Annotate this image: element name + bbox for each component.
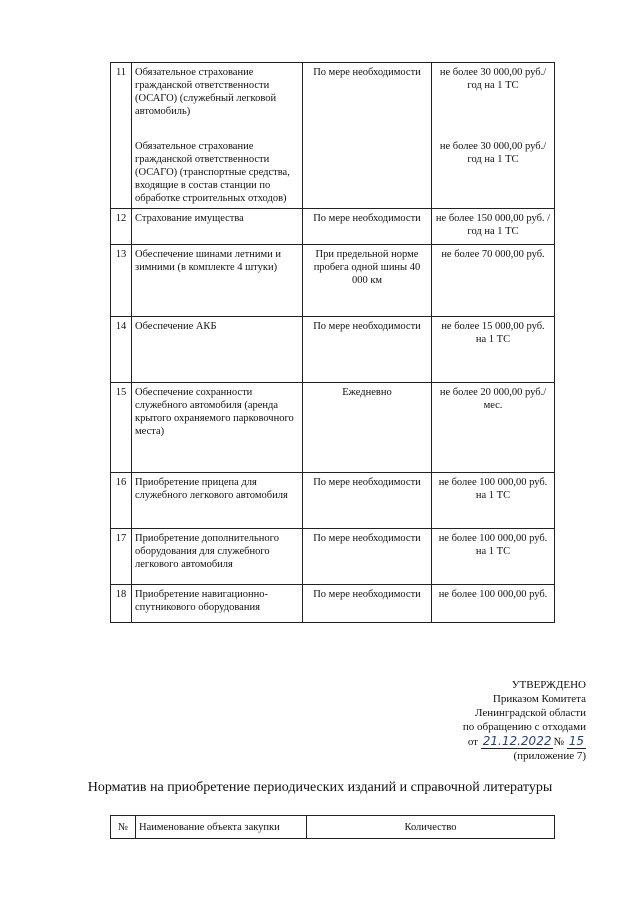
row-number: 15 [111, 383, 132, 473]
handwritten-number: 15 [568, 734, 584, 748]
table-row [111, 63, 555, 209]
approval-line-2: Ленинградской области [475, 707, 586, 719]
row-name: Приобретение дополнительного оборудования для служебного легкового автомобиля [132, 529, 303, 585]
row-limit: не более 70 000,00 руб. [432, 245, 555, 317]
row-number: 18 [111, 585, 132, 623]
row-name: Страхование имущества [132, 209, 303, 245]
norms-table [110, 62, 555, 623]
row-limit: не более 20 000,00 руб./мес. [432, 383, 555, 473]
row-frequency: При предельной норме пробега одной шины 40 000 км [303, 245, 432, 317]
row-limit [432, 63, 555, 209]
col-name-header: Наименование объекта закупки [136, 816, 307, 839]
table-row [111, 473, 555, 529]
approval-date-line [366, 734, 586, 749]
row-limit: не более 100 000,00 руб. на 1 ТС [432, 473, 555, 529]
literature-table [110, 815, 555, 839]
row-name-text-2: Обязательное страхование гражданской ответственности (ОСАГО) (транспортные средства, входящие в состав станции по обработке строительных отходов) [135, 141, 290, 204]
row-frequency: По мере необходимости [303, 529, 432, 585]
approval-stamp [366, 678, 586, 763]
row-name [132, 63, 303, 209]
row-limit: не более 100 000,00 руб. [432, 585, 555, 623]
number-sign: № [553, 736, 564, 748]
handwritten-date: 21.12.2022 [482, 734, 552, 748]
row-number: 12 [111, 209, 132, 245]
approval-line-1: Приказом Комитета [492, 693, 586, 705]
approval-title: УТВЕРЖДЕНО [511, 679, 586, 691]
row-frequency: Ежедневно [303, 383, 432, 473]
table-header-row [111, 816, 555, 839]
section-title: Норматив на приобретение периодических изданий и справочной литературы [87, 780, 553, 795]
date-prefix: от [467, 736, 478, 748]
row-limit: не более 15 000,00 руб. на 1 ТС [432, 317, 555, 383]
row-limit: не более 150 000,00 руб. /год на 1 ТС [432, 209, 555, 245]
row-number: 14 [111, 317, 132, 383]
row-frequency: По мере необходимости [303, 63, 432, 209]
col-number-header: № [111, 816, 136, 839]
row-limit: не более 100 000,00 руб. на 1 ТС [432, 529, 555, 585]
row-frequency: По мере необходимости [303, 209, 432, 245]
row-name: Обеспечение АКБ [132, 317, 303, 383]
col-quantity-header: Количество [307, 816, 555, 839]
row-name-text: Обязательное страхование гражданской ответственности (ОСАГО) (служебный легковой автомобиль) [135, 67, 277, 117]
approval-line-3: по обращению с отходами [462, 721, 586, 733]
row-number: 17 [111, 529, 132, 585]
row-number: 13 [111, 245, 132, 317]
row-limit-text: не более 30 000,00 руб./год на 1 ТС [439, 67, 547, 91]
table-row [111, 383, 555, 473]
row-frequency: По мере необходимости [303, 585, 432, 623]
table-row [111, 317, 555, 383]
appendix-label: (приложение 7) [513, 750, 586, 762]
row-name: Приобретение навигационно-спутникового оборудования [132, 585, 303, 623]
table-row [111, 209, 555, 245]
row-number: 16 [111, 473, 132, 529]
row-frequency: По мере необходимости [303, 317, 432, 383]
table-row [111, 529, 555, 585]
row-name: Обеспечение сохранности служебного автомобиля (аренда крытого охраняемого парковочного места) [132, 383, 303, 473]
table-row [111, 245, 555, 317]
table-row [111, 585, 555, 623]
row-name: Обеспечение шинами летними и зимними (в комплекте 4 штуки) [132, 245, 303, 317]
row-number: 11 [111, 63, 132, 209]
row-frequency: По мере необходимости [303, 473, 432, 529]
row-limit-text-2: не более 30 000,00 руб./год на 1 ТС [439, 141, 547, 165]
row-name: Приобретение прицепа для служебного легкового автомобиля [132, 473, 303, 529]
